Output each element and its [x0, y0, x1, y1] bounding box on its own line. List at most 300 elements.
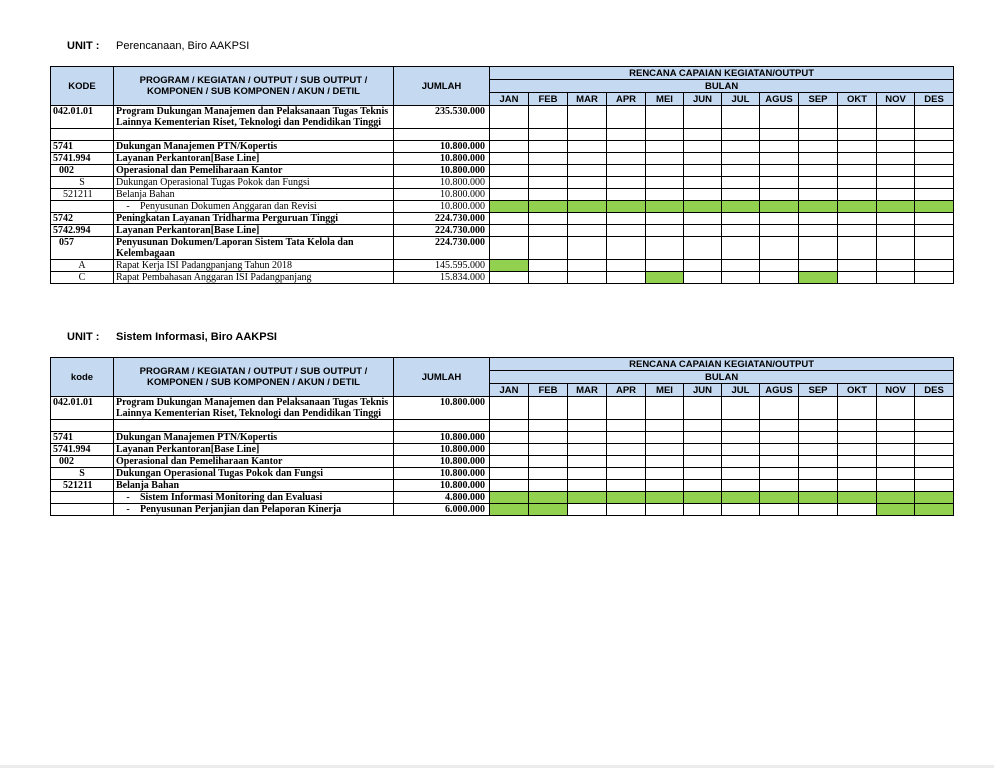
month-cell-active [799, 272, 838, 284]
month-cell [607, 189, 646, 201]
month-cell [529, 444, 568, 456]
header-bulan: BULAN [490, 80, 954, 93]
month-cell [684, 213, 722, 225]
header-month: MAR [568, 93, 607, 106]
month-cell-active [915, 201, 954, 213]
header-jumlah: JUMLAH [394, 358, 490, 397]
month-cell [915, 225, 954, 237]
month-cell [490, 106, 529, 129]
month-cell-active [490, 492, 529, 504]
month-cell [646, 237, 684, 260]
month-cell-active [915, 492, 954, 504]
month-cell-active [877, 504, 915, 516]
month-cell [607, 468, 646, 480]
month-cell [760, 504, 799, 516]
cell-program [114, 165, 394, 177]
header-kode: kode [51, 358, 114, 397]
month-cell [684, 237, 722, 260]
month-cell [915, 177, 954, 189]
month-cell [799, 106, 838, 129]
header-kode: KODE [51, 67, 114, 106]
month-cell-active [838, 492, 877, 504]
month-cell [760, 213, 799, 225]
header-month: JUL [722, 93, 760, 106]
month-cell [799, 504, 838, 516]
cell-program [114, 444, 394, 456]
cell-program [114, 177, 394, 189]
month-cell [568, 444, 607, 456]
month-cell [684, 189, 722, 201]
cell-kode: 042.01.01 [51, 106, 114, 129]
month-cell-active [490, 504, 529, 516]
month-cell [490, 468, 529, 480]
month-cell [490, 141, 529, 153]
month-cell [529, 153, 568, 165]
unit-label: UNIT : [67, 40, 100, 52]
month-cell [646, 468, 684, 480]
month-cell [722, 153, 760, 165]
month-cell [722, 397, 760, 420]
program-text: Layanan Perkantoran[Base Line] [116, 225, 260, 236]
month-cell [607, 177, 646, 189]
header-month: AGUS [760, 384, 799, 397]
header-month: FEB [529, 384, 568, 397]
month-cell [722, 420, 760, 432]
cell-kode: S [51, 177, 114, 189]
cell-jumlah: 10.800.000 [394, 189, 490, 201]
table-row [51, 420, 954, 432]
month-cell [568, 420, 607, 432]
month-cell [760, 420, 799, 432]
month-cell [684, 106, 722, 129]
month-cell [915, 129, 954, 141]
month-cell [646, 213, 684, 225]
month-cell [915, 432, 954, 444]
cell-kode: 057 [51, 237, 114, 260]
month-cell [646, 129, 684, 141]
header-rencana: RENCANA CAPAIAN KEGIATAN/OUTPUT [490, 358, 954, 371]
month-cell [684, 444, 722, 456]
header-month: FEB [529, 93, 568, 106]
unit-heading [67, 40, 249, 52]
header-month: JAN [490, 384, 529, 397]
month-cell [607, 397, 646, 420]
cell-program [114, 468, 394, 480]
month-cell [568, 432, 607, 444]
month-cell [607, 260, 646, 272]
program-text: Penyusunan Dokumen/Laporan Sistem Tata Kelola dan Kelembagaan [116, 237, 354, 259]
month-cell [607, 504, 646, 516]
month-cell [722, 141, 760, 153]
cell-kode: 5741 [51, 141, 114, 153]
cell-kode: 5741 [51, 432, 114, 444]
program-text: Dukungan Operasional Tugas Pokok dan Fungsi [116, 177, 310, 188]
month-cell [607, 141, 646, 153]
cell-program [114, 420, 394, 432]
month-cell-active [529, 504, 568, 516]
month-cell [529, 213, 568, 225]
header-month: AGUS [760, 93, 799, 106]
month-cell [722, 444, 760, 456]
month-cell [915, 444, 954, 456]
month-cell [568, 129, 607, 141]
month-cell [490, 272, 529, 284]
month-cell [838, 213, 877, 225]
program-text: Layanan Perkantoran[Base Line] [116, 153, 260, 164]
table-row [51, 492, 954, 504]
month-cell [877, 444, 915, 456]
month-cell [877, 213, 915, 225]
month-cell-active [607, 492, 646, 504]
month-cell [915, 141, 954, 153]
month-cell [646, 106, 684, 129]
month-cell [646, 165, 684, 177]
table-row [51, 213, 954, 225]
month-cell [607, 213, 646, 225]
month-cell [568, 468, 607, 480]
month-cell [915, 456, 954, 468]
header-month: OKT [838, 93, 877, 106]
month-cell [646, 177, 684, 189]
month-cell [684, 129, 722, 141]
cell-program [114, 106, 394, 129]
month-cell [490, 189, 529, 201]
month-cell-active [529, 492, 568, 504]
month-cell [490, 177, 529, 189]
month-cell [877, 420, 915, 432]
cell-program [114, 153, 394, 165]
month-cell-active [760, 201, 799, 213]
month-cell [799, 432, 838, 444]
month-cell [646, 397, 684, 420]
month-cell-active [646, 272, 684, 284]
table-row [51, 272, 954, 284]
month-cell [722, 213, 760, 225]
month-cell-active [722, 492, 760, 504]
month-cell [607, 106, 646, 129]
month-cell [799, 444, 838, 456]
month-cell [915, 272, 954, 284]
month-cell [684, 165, 722, 177]
month-cell [760, 237, 799, 260]
month-cell [722, 480, 760, 492]
program-text: Dukungan Manajemen PTN/Kopertis [116, 141, 278, 152]
table-row [51, 480, 954, 492]
month-cell [799, 177, 838, 189]
month-cell [799, 153, 838, 165]
month-cell [568, 225, 607, 237]
month-cell [722, 177, 760, 189]
header-month: APR [607, 384, 646, 397]
table-row [51, 397, 954, 420]
header-rencana: RENCANA CAPAIAN KEGIATAN/OUTPUT [490, 67, 954, 80]
month-cell-active [568, 492, 607, 504]
month-cell [877, 456, 915, 468]
header-month: NOV [877, 384, 915, 397]
month-cell [684, 432, 722, 444]
month-cell [838, 272, 877, 284]
header-month: MAR [568, 384, 607, 397]
cell-kode: 042.01.01 [51, 397, 114, 420]
month-cell [568, 456, 607, 468]
month-cell [568, 189, 607, 201]
month-cell [529, 260, 568, 272]
table-row [51, 260, 954, 272]
cell-jumlah: 10.800.000 [394, 444, 490, 456]
month-cell [684, 420, 722, 432]
month-cell [877, 468, 915, 480]
month-cell-active [568, 201, 607, 213]
month-cell [915, 237, 954, 260]
header-month: MEI [646, 93, 684, 106]
header-month: SEP [799, 384, 838, 397]
program-text: Belanja Bahan [116, 480, 180, 491]
month-cell [646, 260, 684, 272]
program-text: Rapat Kerja ISI Padangpanjang Tahun 2018 [116, 260, 293, 271]
table-row [51, 189, 954, 201]
bullet-dash: - [126, 492, 130, 503]
month-cell [838, 456, 877, 468]
program-text: Dukungan Operasional Tugas Pokok dan Fungsi [116, 468, 324, 479]
month-cell [646, 189, 684, 201]
month-cell [838, 141, 877, 153]
month-cell [529, 165, 568, 177]
month-cell [915, 189, 954, 201]
month-cell [877, 153, 915, 165]
month-cell [646, 504, 684, 516]
month-cell [915, 213, 954, 225]
cell-kode: 002 [51, 456, 114, 468]
month-cell [877, 237, 915, 260]
cell-kode: 5742.994 [51, 225, 114, 237]
month-cell-active [760, 492, 799, 504]
header-month: JUN [684, 384, 722, 397]
month-cell [799, 237, 838, 260]
cell-jumlah: 10.800.000 [394, 201, 490, 213]
cell-jumlah: 10.800.000 [394, 432, 490, 444]
cell-kode: 5741.994 [51, 153, 114, 165]
program-text: Operasional dan Pemeliharaan Kantor [116, 456, 283, 467]
month-cell-active [838, 201, 877, 213]
cell-jumlah: 224.730.000 [394, 225, 490, 237]
month-cell-active [490, 201, 529, 213]
month-cell [838, 177, 877, 189]
cell-jumlah: 10.800.000 [394, 165, 490, 177]
table-row [51, 201, 954, 213]
month-cell [684, 177, 722, 189]
month-cell [799, 189, 838, 201]
month-cell [838, 153, 877, 165]
program-text: Belanja Bahan [116, 189, 175, 200]
month-cell [568, 397, 607, 420]
cell-program [114, 492, 394, 504]
month-cell [799, 165, 838, 177]
month-cell [529, 397, 568, 420]
month-cell [646, 153, 684, 165]
bullet-dash: - [126, 201, 130, 212]
month-cell [646, 420, 684, 432]
month-cell [915, 260, 954, 272]
month-cell [877, 189, 915, 201]
month-cell [838, 106, 877, 129]
cell-jumlah: 10.800.000 [394, 177, 490, 189]
month-cell [568, 237, 607, 260]
month-cell-active [799, 492, 838, 504]
month-cell [722, 260, 760, 272]
month-cell [760, 165, 799, 177]
month-cell [799, 468, 838, 480]
month-cell [799, 397, 838, 420]
program-text: Program Dukungan Manajemen dan Pelaksanaan Tugas Teknis Lainnya Kementerian Riset, Teknologi dan Pendidikan Tinggi [116, 397, 389, 419]
month-cell [529, 177, 568, 189]
month-cell [760, 480, 799, 492]
cell-program [114, 189, 394, 201]
month-cell [529, 141, 568, 153]
table-row [51, 129, 954, 141]
cell-kode: 521211 [51, 189, 114, 201]
month-cell [568, 480, 607, 492]
cell-program [114, 213, 394, 225]
month-cell [760, 432, 799, 444]
cell-program [114, 225, 394, 237]
cell-jumlah: 10.800.000 [394, 397, 490, 420]
month-cell [838, 504, 877, 516]
month-cell [490, 432, 529, 444]
month-cell [915, 420, 954, 432]
month-cell [607, 272, 646, 284]
month-cell [915, 106, 954, 129]
month-cell [838, 225, 877, 237]
table-row [51, 165, 954, 177]
month-cell [529, 468, 568, 480]
month-cell [568, 504, 607, 516]
cell-jumlah: 10.800.000 [394, 456, 490, 468]
month-cell [568, 213, 607, 225]
cell-kode: C [51, 272, 114, 284]
month-cell [568, 165, 607, 177]
month-cell [529, 129, 568, 141]
month-cell [760, 141, 799, 153]
cell-program [114, 480, 394, 492]
month-cell [838, 432, 877, 444]
month-cell [838, 468, 877, 480]
cell-jumlah: 4.800.000 [394, 492, 490, 504]
program-text: Operasional dan Pemeliharaan Kantor [116, 165, 283, 176]
month-cell [799, 213, 838, 225]
month-cell [877, 106, 915, 129]
month-cell [760, 106, 799, 129]
cell-program [114, 260, 394, 272]
table-row [51, 153, 954, 165]
month-cell [722, 106, 760, 129]
program-text: Dukungan Manajemen PTN/Kopertis [116, 432, 278, 443]
cell-kode [51, 420, 114, 432]
month-cell [684, 468, 722, 480]
cell-kode [51, 504, 114, 516]
month-cell [646, 141, 684, 153]
unit-name: Perencanaan, Biro AAKPSI [116, 40, 250, 52]
cell-jumlah: 145.595.000 [394, 260, 490, 272]
month-cell [684, 480, 722, 492]
month-cell [529, 272, 568, 284]
month-cell [799, 480, 838, 492]
program-text: Program Dukungan Manajemen dan Pelaksanaan Tugas Teknis Lainnya Kementerian Riset, Teknologi dan Pendidikan Tinggi [116, 106, 389, 128]
cell-program [114, 201, 394, 213]
month-cell [722, 468, 760, 480]
cell-kode: A [51, 260, 114, 272]
program-text: Peningkatan Layanan Tridharma Perguruan Tinggi [116, 213, 339, 224]
month-cell [490, 444, 529, 456]
month-cell [838, 397, 877, 420]
month-cell [646, 456, 684, 468]
month-cell [760, 468, 799, 480]
cell-jumlah: 224.730.000 [394, 237, 490, 260]
month-cell [529, 432, 568, 444]
month-cell [490, 225, 529, 237]
header-month: JUN [684, 93, 722, 106]
month-cell [722, 237, 760, 260]
month-cell [877, 129, 915, 141]
month-cell [722, 225, 760, 237]
header-month: SEP [799, 93, 838, 106]
month-cell [607, 456, 646, 468]
program-text: Rapat Pembahasan Anggaran ISI Padangpanjang [116, 272, 312, 283]
header-month: MEI [646, 384, 684, 397]
month-cell [607, 225, 646, 237]
month-cell [915, 480, 954, 492]
month-cell [568, 141, 607, 153]
cell-program [114, 237, 394, 260]
month-cell-active [877, 492, 915, 504]
month-cell [607, 153, 646, 165]
month-cell [722, 504, 760, 516]
month-cell [838, 237, 877, 260]
month-cell [490, 456, 529, 468]
month-cell [877, 272, 915, 284]
cell-kode: S [51, 468, 114, 480]
month-cell [490, 420, 529, 432]
month-cell [760, 129, 799, 141]
month-cell [684, 153, 722, 165]
month-cell [684, 456, 722, 468]
program-text: Penyusunan Perjanjian dan Pelaporan Kinerja [140, 504, 342, 515]
month-cell [915, 153, 954, 165]
month-cell [799, 129, 838, 141]
month-cell [684, 260, 722, 272]
month-cell [607, 165, 646, 177]
unit-name: Sistem Informasi, Biro AAKPSI [116, 331, 277, 343]
month-cell [529, 480, 568, 492]
table-row [51, 177, 954, 189]
table-row [51, 456, 954, 468]
month-cell [760, 397, 799, 420]
month-cell [490, 397, 529, 420]
cell-jumlah: 6.000.000 [394, 504, 490, 516]
month-cell [490, 153, 529, 165]
cell-program [114, 272, 394, 284]
month-cell [799, 141, 838, 153]
month-cell [722, 165, 760, 177]
month-cell [529, 237, 568, 260]
month-cell [722, 129, 760, 141]
activity-plan-table [50, 66, 954, 284]
month-cell [646, 480, 684, 492]
table-row [51, 225, 954, 237]
month-cell [877, 165, 915, 177]
month-cell [646, 444, 684, 456]
month-cell [877, 260, 915, 272]
header-bulan: BULAN [490, 371, 954, 384]
